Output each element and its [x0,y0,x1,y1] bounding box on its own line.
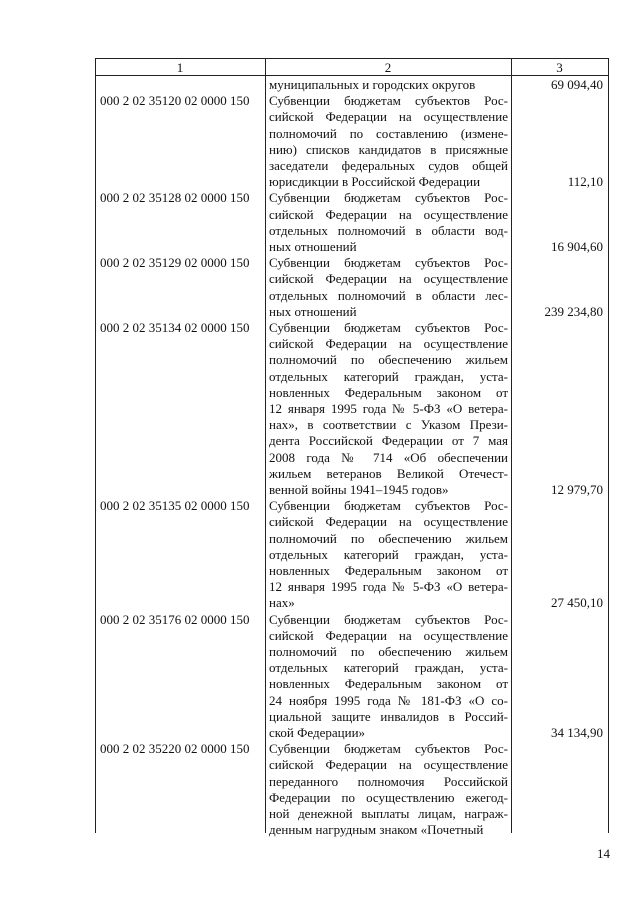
row-code: 000 2 02 35128 02 0000 150 [100,190,250,206]
description-line: отдельных категорий граждан, уста- [269,546,508,562]
row-amount: 34 134,90 [551,725,603,740]
row-code: 000 2 02 35135 02 0000 150 [100,498,250,514]
description-line: 2008 года № 714 «Об обеспечении [269,449,508,465]
description-line: ных отношений [269,239,357,254]
description-line: новленных Федеральным законом от [269,563,508,578]
column-header-1: 1 [176,60,184,75]
description-line: 12 января 1995 года № 5-ФЗ «О ветера- [269,401,508,417]
row-description [269,77,508,93]
row-code: 000 2 02 35220 02 0000 150 [100,741,250,757]
row-amount: 69 094,40 [551,77,603,92]
description-line: Субвенции бюджетам субъектов Рос- [269,190,508,206]
description-line: нию) списков кандидатов в присяжные [269,141,508,157]
description-line: Субвенции бюджетам субъектов Рос- [269,741,508,757]
row-description [269,320,508,498]
table-border-left [95,58,96,833]
description-line: нах», в соответствии с Указом Прези- [269,417,508,433]
description-line: дента Российской Федерации от 7 мая [269,433,508,449]
description-line: 12 января 1995 года № 5-ФЗ «О ветера- [269,579,508,595]
description-line: сийской Федерации на осуществление [269,206,508,222]
description-line: Субвенции бюджетам субъектов Рос- [269,611,508,627]
description-line: ной денежной выплаты лицам, награж- [269,806,508,821]
table-column-divider-1 [265,58,266,833]
description-line: полномочий по обеспечению жильем [269,530,508,546]
description-line: ской Федерации» [269,725,366,741]
row-amount: 112,10 [567,174,603,190]
row-code: 000 2 02 35120 02 0000 150 [100,93,250,109]
description-line: сийской Федерации на осуществление [269,336,508,352]
description-line: Федерации по осуществлению ежегод- [269,789,508,805]
description-line: переданного полномочия Российской [269,773,508,789]
description-line: полномочий по составлению (измене- [269,125,508,141]
row-description [269,741,508,838]
table-column-divider-2 [511,58,512,833]
description-line: денным нагрудным знаком «Почетный [269,822,484,838]
row-code: 000 2 02 35176 02 0000 150 [100,611,250,627]
description-line: отдельных категорий граждан, уста- [269,660,508,676]
column-header-3: 3 [556,60,563,75]
description-line: новленных Федеральным законом от [269,384,508,400]
description-line: новленных Федеральным законом от [269,676,508,692]
description-line: жильем ветеранов Великой Отечест- [269,465,508,481]
row-description [269,612,508,742]
description-line: заседатели федеральных судов общей [269,158,508,173]
row-amount: 12 979,70 [551,482,603,497]
table-header-divider [95,75,609,76]
row-description [269,255,508,320]
page-number: 14 [597,846,610,861]
description-line: циальной защите инвалидов в Россий- [269,708,508,724]
table-border-top [95,58,609,59]
description-line: венной войны 1941–1945 годов» [269,482,449,498]
description-line: полномочий по обеспечению жильем [269,644,508,659]
row-description [269,93,508,190]
description-line: юрисдикции в Российской Федерации [269,174,481,190]
description-line: отдельных полномочий в области лес- [269,287,508,303]
description-line: сийской Федерации на осуществление [269,514,508,530]
description-line: нах» [269,595,295,611]
description-line: Субвенции бюджетам субъектов Рос- [269,320,508,335]
row-code: 000 2 02 35134 02 0000 150 [100,320,250,335]
column-header-2: 2 [384,60,392,75]
description-line: сийской Федерации на осуществление [269,109,508,125]
description-line: сийской Федерации на осуществление [269,757,508,773]
description-line: Субвенции бюджетам субъектов Рос- [269,498,508,514]
description-line: 24 ноября 1995 года № 181-ФЗ «О со- [269,692,508,708]
row-code: 000 2 02 35129 02 0000 150 [100,255,250,271]
row-description [269,498,508,611]
description-line: полномочий по обеспечению жильем [269,352,508,368]
description-line: ных отношений [269,303,357,319]
description-line: Субвенции бюджетам субъектов Рос- [269,255,508,271]
description-line: отдельных полномочий в области вод- [269,222,508,238]
description-line: отдельных категорий граждан, уста- [269,368,508,384]
description-line: сийской Федерации на осуществление [269,627,508,643]
description-line: муниципальных и городских округов [269,77,476,92]
row-amount: 239 234,80 [544,303,603,319]
table-border-right [608,58,609,833]
description-line: Субвенции бюджетам субъектов Рос- [269,93,508,109]
row-amount: 16 904,60 [551,239,603,254]
row-description [269,190,508,255]
description-line: сийской Федерации на осуществление [269,271,508,287]
row-amount: 27 450,10 [551,595,603,611]
